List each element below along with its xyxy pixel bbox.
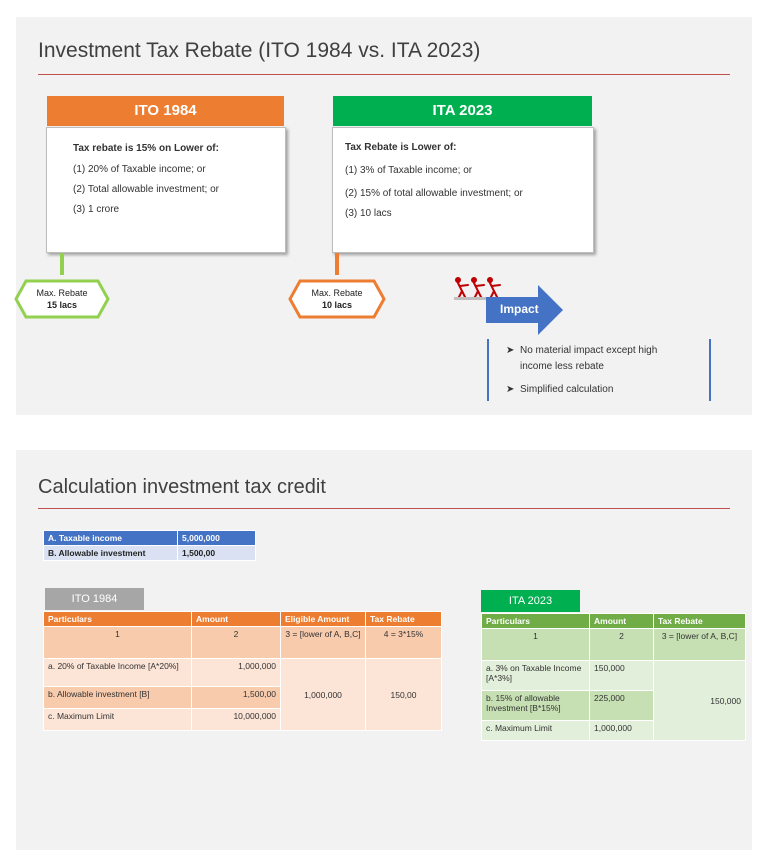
impact-bullet-1-cont: income less rebate [520,361,604,372]
eligible-amount-cell: 1,000,000 [281,659,366,731]
title-rule [38,508,730,509]
header-amount: Amount [590,614,654,629]
ita-header: ITA 2023 [333,96,592,126]
title-rule [38,74,730,75]
inputs-table [43,530,256,561]
table-index-row [44,627,442,659]
slide-title: Calculation investment tax credit [38,476,326,498]
tax-rebate-cell: 150,00 [366,659,442,731]
ito-table-tab: ITO 1984 [45,588,144,610]
particular-cell: a. 3% on Taxable Income [A*3%] [482,661,590,691]
amount-cell: 225,000 [590,691,654,721]
slide-title: Investment Tax Rebate (ITO 1984 vs. ITA 2023) [38,39,481,62]
input-label: B. Allowable investment [44,546,178,561]
index-cell: 2 [590,629,654,661]
impact-bullet-1 [506,345,658,356]
ito-connector [60,253,64,275]
ito-max-rebate-value: 15 lacs [46,300,78,310]
table-header-row [44,612,442,627]
index-cell: 1 [482,629,590,661]
input-row-taxable-income [44,531,256,546]
header-tax-rebate: Tax Rebate [366,612,442,627]
index-cell: 1 [44,627,192,659]
ita-table-tab: ITA 2023 [481,590,580,612]
arrow-bullet-icon: ➤ [506,384,515,395]
index-cell: 3 = [lower of A, B,C] [281,627,366,659]
input-value: 5,000,000 [178,531,256,546]
input-label: A. Taxable income [44,531,178,546]
amount-cell: 1,500,00 [192,687,281,709]
amount-cell: 1,000,000 [192,659,281,687]
header-particulars: Particulars [44,612,192,627]
particular-cell: c. Maximum Limit [482,721,590,741]
index-cell: 3 = [lower of A, B,C] [654,629,746,661]
ito-card [46,127,286,253]
table-row [482,661,746,691]
ito-max-rebate-label: Max. Rebate [36,288,88,298]
ita-line-2: (2) 15% of total allowable investment; or [345,188,523,199]
ita-card [332,127,594,253]
ito-line-2: (2) Total allowable investment; or [73,184,219,195]
table-index-row [482,629,746,661]
ito-line-1: (1) 20% of Taxable income; or [73,164,206,175]
ita-connector [335,253,339,275]
impact-arrow [486,285,564,335]
ito-max-rebate-badge [14,279,110,319]
ita-max-rebate-label: Max. Rebate [311,288,363,298]
ita-max-rebate-value: 10 lacs [321,300,353,310]
header-amount: Amount [192,612,281,627]
ito-table [43,611,442,731]
impact-bullet-2-text: Simplified calculation [520,384,614,395]
slide-investment-tax-rebate [16,17,752,415]
particular-cell: b. Allowable investment [B] [44,687,192,709]
tax-rebate-cell: 150,000 [654,661,746,741]
impact-bullet-2 [506,384,614,395]
header-particulars: Particulars [482,614,590,629]
impact-bracket-right [709,339,711,401]
ita-line-3: (3) 10 lacs [345,208,392,219]
input-value: 1,500,00 [178,546,256,561]
particular-cell: a. 20% of Taxable Income [A*20%] [44,659,192,687]
slide-calculation [16,450,752,850]
ita-line-heading: Tax Rebate is Lower of: [345,142,457,153]
ito-line-heading: Tax rebate is 15% on Lower of: [73,143,219,154]
index-cell: 4 = 3*15% [366,627,442,659]
ita-table [481,613,746,741]
impact-bracket-left [487,339,489,401]
index-cell: 2 [192,627,281,659]
table-row [44,659,442,687]
amount-cell: 150,000 [590,661,654,691]
amount-cell: 1,000,000 [590,721,654,741]
impact-label: Impact [500,302,539,316]
header-tax-rebate: Tax Rebate [654,614,746,629]
table-header-row [482,614,746,629]
impact-bullet-1-text: No material impact except high [520,345,658,356]
ita-line-1: (1) 3% of Taxable income; or [345,165,473,176]
header-eligible-amount: Eligible Amount [281,612,366,627]
particular-cell: c. Maximum Limit [44,709,192,731]
arrow-bullet-icon: ➤ [506,345,515,356]
amount-cell: 10,000,000 [192,709,281,731]
input-row-allowable-investment [44,546,256,561]
ita-max-rebate-badge [288,279,386,319]
particular-cell: b. 15% of allowable Investment [B*15%] [482,691,590,721]
ito-header: ITO 1984 [47,96,284,126]
ito-line-3: (3) 1 crore [73,204,120,215]
